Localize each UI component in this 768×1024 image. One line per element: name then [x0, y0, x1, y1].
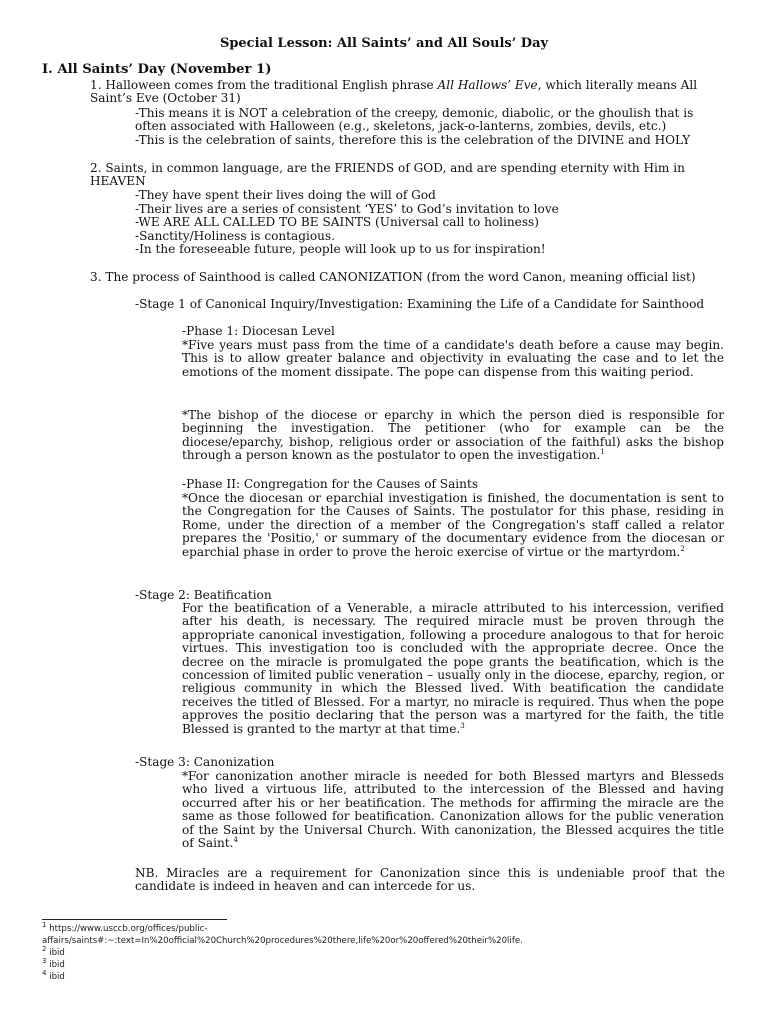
- phase1-paragraph: *The bishop of the diocese or eparchy in which the person died is responsible for beginning the investigation. The petitioner (who for example can be the diocese/eparchy, bishop, religious order or association of the faithful) asks the bishop through a person known as the postulator to open the investigation.$^1$: [182, 408, 724, 463]
- footnote-1-continued[interactable]: affairs/saints#:~:text=In%20official%20Church%20procedures%20there,life%20or%20offered%20their%20life.: [42, 936, 523, 946]
- footnote-1: $^1$ https://www.usccb.org/offices/public-: [42, 921, 208, 934]
- phase2-heading: -Phase II: Congregation for the Causes of Saints: [182, 477, 479, 491]
- stage3-heading: -Stage 3: Canonization: [135, 755, 275, 769]
- footnote-ref: 1: [600, 448, 605, 457]
- stage3-paragraph: *For canonization another miracle is needed for both Blessed martyrs and Blesseds who lived a virtuous life, attributed to the intercession of the Blessed and having occurred after his or her beatification. The methods for affirming the miracle are the same as those followed for beatification. Canonization allows for the public veneration of the Saint by the Universal Church. With canonization, the Blessed acquires the title of Saint.$^4$: [182, 769, 724, 851]
- item1-bullet: -This is the celebration of saints, therefore this is the celebration of the DIVINE and HOLY: [135, 133, 691, 147]
- item2-bullet: -They have spent their lives doing the will of God: [135, 188, 436, 202]
- section-heading: I. All Saints’ Day (November 1): [42, 62, 272, 77]
- footnote-divider: [42, 919, 227, 920]
- item2-text: 2. Saints, in common language, are the FRIENDS of GOD, and are spending eternity with Him in HEAVEN: [90, 161, 685, 189]
- item2-bullet: -In the foreseeable future, people will look up to us for inspiration!: [135, 242, 546, 256]
- page-title: Special Lesson: All Saints’ and All Souls’ Day: [219, 36, 549, 51]
- phase2-paragraph: *Once the diocesan or eparchial investigation is finished, the documentation is sent to the Congregation for the Causes of Saints. The postulator for this phase, residing in Rome, under the direction of a member of the Congregation's staff called a relator prepares the 'Positio,' or summary of the documentary evidence from the diocesan or eparchial phase in order to prove the heroic exercise of virtue or the martyrdom.$^2$: [182, 491, 724, 559]
- item1-text: 1. Halloween comes from the traditional English phrase All Hallows’ Eve, which literally means All Saint’s Eve (October 31): [90, 78, 698, 106]
- phase1-paragraph: *Five years must pass from the time of a candidate's death before a cause may begin. This is to allow greater balance and objectivity in evaluating the case and to let the emotions of the moment dissipate. The pope can dispense from this waiting period.: [182, 338, 724, 379]
- item2-bullet: -Their lives are a series of consistent ‘YES’ to God’s invitation to love: [135, 202, 559, 216]
- item1-italic-phrase: All Hallows’ Eve: [437, 78, 538, 92]
- footnote-ref: 2: [680, 544, 685, 553]
- footnote-4: $^4$ ibid: [42, 969, 65, 982]
- footnote-2: $^2$ ibid: [42, 945, 65, 958]
- footnote-ref: 3: [460, 721, 465, 730]
- stage2-heading: -Stage 2: Beatification: [135, 588, 272, 602]
- item2-bullet: -Sanctity/Holiness is contagious.: [135, 229, 335, 243]
- footnote-3: $^3$ ibid: [42, 957, 65, 970]
- stage1-heading: -Stage 1 of Canonical Inquiry/Investigation: Examining the Life of a Candidate for Sainthood: [135, 297, 705, 311]
- footnote-link[interactable]: https://www.usccb.org/offices/public-: [46, 924, 208, 934]
- item2-bullet: -WE ARE ALL CALLED TO BE SAINTS (Universal call to holiness): [135, 215, 539, 229]
- item3-text: 3. The process of Sainthood is called CANONIZATION (from the word Canon, meaning official list): [90, 270, 696, 284]
- nb-paragraph: NB. Miracles are a requirement for Canonization since this is undeniable proof that the candidate is indeed in heaven and can intercede for us.: [135, 866, 725, 894]
- footnote-ref: 4: [233, 836, 238, 844]
- stage2-paragraph: For the beatification of a Venerable, a miracle attributed to his intercession, verified after his death, is necessary. The required miracle must be proven through the appropriate canonical investigation, following a procedure analogous to that for heroic virtues. This investigation too is concluded with the appropriate decree. Once the decree on the miracle is promulgated the pope grants the beatification, which is the concession of limited public veneration – usually only in the diocese, eparchy, region, or religious community in which the Blessed lived. With beatification the candidate receives the titled of Blessed. For a martyr, no miracle is required. Thus when the pope approves the positio declaring that the person was a martyred for the faith, the title Blessed is granted to the martyr at that time.$^3$: [182, 601, 724, 736]
- item1-bullet: -This means it is NOT a celebration of the creepy, demonic, diabolic, or the ghoulish that is often associated with Halloween (e.g., skeletons, jack-o-lanterns, zombies, devils, etc.): [135, 106, 694, 134]
- phase1-heading: -Phase 1: Diocesan Level: [182, 324, 335, 338]
